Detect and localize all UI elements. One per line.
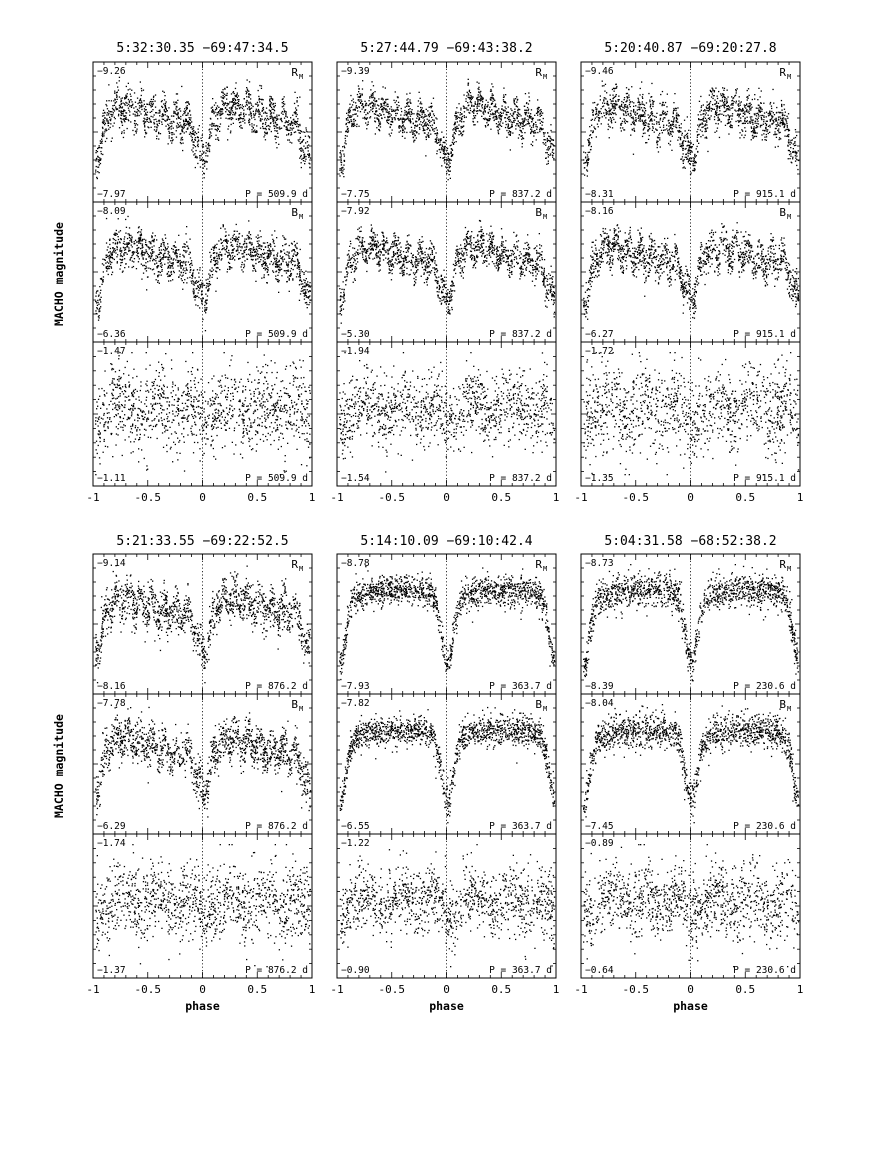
data-points (584, 352, 800, 475)
band-subscript: M (299, 705, 303, 713)
x-tick-label: 1 (309, 983, 316, 996)
light-curve-panel (337, 694, 556, 834)
period-label: P = 509.9 d (245, 329, 308, 340)
light-curve-panel (581, 202, 800, 342)
magnitude-top-label: −1.72 (585, 346, 614, 357)
x-tick-label: 0.5 (491, 983, 511, 996)
star-coordinates-title: 5:27:44.79 −69:43:38.2 (360, 41, 532, 56)
x-tick-label: -1 (574, 491, 587, 504)
light-curve-panel (337, 342, 556, 486)
data-points (95, 216, 311, 331)
light-curve-panel (93, 694, 312, 834)
x-tick-label: 1 (797, 491, 804, 504)
band-subscript: M (787, 705, 791, 713)
light-curve-panel (93, 834, 312, 978)
band-label: R (779, 66, 786, 79)
y-axis-label: MACHO magnitude (52, 222, 66, 326)
period-label: P = 837.2 d (489, 329, 552, 340)
period-label: P = 230.6 d (733, 965, 796, 976)
x-axis-label: phase (673, 999, 708, 1013)
band-label: B (779, 698, 786, 711)
data-points (339, 220, 555, 324)
x-tick-label: 0.5 (735, 983, 755, 996)
star-coordinates-title: 5:21:33.55 −69:22:52.5 (116, 534, 288, 549)
x-tick-label: 1 (797, 983, 804, 996)
magnitude-bottom-label: −6.55 (341, 821, 370, 832)
light-curve-panel (337, 62, 556, 202)
band-subscript: M (543, 565, 547, 573)
band-subscript: M (543, 213, 547, 221)
period-label: P = 230.6 d (733, 821, 796, 832)
magnitude-bottom-label: −7.97 (97, 189, 126, 200)
data-points (95, 565, 311, 683)
period-label: P = 915.1 d (733, 473, 796, 484)
band-label: R (779, 558, 786, 571)
data-points (583, 81, 799, 177)
y-axis-label: MACHO magnitude (52, 714, 66, 818)
x-tick-label: -1 (86, 491, 99, 504)
x-tick-label: -0.5 (623, 491, 650, 504)
magnitude-top-label: −8.09 (97, 206, 126, 217)
x-tick-label: 0.5 (247, 983, 267, 996)
magnitude-bottom-label: −6.36 (97, 329, 126, 340)
band-subscript: M (299, 565, 303, 573)
band-label: R (291, 66, 298, 79)
band-subscript: M (787, 565, 791, 573)
period-label: P = 837.2 d (489, 189, 552, 200)
data-points (583, 704, 799, 823)
band-label: B (779, 206, 786, 219)
x-tick-label: 0.5 (735, 491, 755, 504)
x-axis-label: phase (185, 999, 220, 1013)
magnitude-top-label: −9.46 (585, 66, 614, 77)
data-points (583, 222, 799, 320)
star-coordinates-title: 5:04:31.58 −68:52:38.2 (604, 534, 776, 549)
data-points (339, 352, 555, 473)
x-tick-label: 0 (443, 491, 450, 504)
magnitude-top-label: −8.73 (585, 558, 614, 569)
x-tick-label: 0 (443, 983, 450, 996)
band-label: R (535, 558, 542, 571)
magnitude-bottom-label: −7.75 (341, 189, 370, 200)
magnitude-bottom-label: −1.54 (341, 473, 370, 484)
magnitude-bottom-label: −8.31 (585, 189, 614, 200)
light-curve-panel (581, 694, 800, 834)
light-curve-panel (337, 554, 556, 694)
light-curve-panel (93, 62, 312, 202)
magnitude-top-label: −0.89 (585, 838, 614, 849)
magnitude-bottom-label: −1.37 (97, 965, 126, 976)
band-label: R (535, 66, 542, 79)
period-label: P = 363.7 d (489, 821, 552, 832)
band-subscript: M (299, 213, 303, 221)
magnitude-bottom-label: −8.39 (585, 681, 614, 692)
x-tick-label: -1 (86, 983, 99, 996)
band-subscript: M (787, 213, 791, 221)
period-label: P = 915.1 d (733, 189, 796, 200)
magnitude-bottom-label: −6.29 (97, 821, 126, 832)
light-curve-panel (93, 554, 312, 694)
band-label: B (535, 698, 542, 711)
band-label: B (291, 698, 298, 711)
x-tick-label: -0.5 (135, 491, 162, 504)
period-label: P = 230.6 d (733, 681, 796, 692)
magnitude-top-label: −7.78 (97, 698, 126, 709)
x-tick-label: 1 (309, 491, 316, 504)
star-coordinates-title: 5:20:40.87 −69:20:27.8 (604, 41, 776, 56)
band-subscript: M (543, 73, 547, 81)
band-subscript: M (787, 73, 791, 81)
period-label: P = 876.2 d (245, 821, 308, 832)
x-tick-label: -1 (574, 983, 587, 996)
period-label: P = 876.2 d (245, 681, 308, 692)
band-label: B (291, 206, 298, 219)
x-tick-label: -0.5 (379, 491, 406, 504)
data-points (583, 564, 799, 681)
magnitude-bottom-label: −0.64 (585, 965, 614, 976)
x-tick-label: 0 (199, 491, 206, 504)
x-tick-label: -1 (330, 491, 343, 504)
x-tick-label: 1 (553, 491, 560, 504)
x-tick-label: 0.5 (491, 491, 511, 504)
magnitude-top-label: −8.04 (585, 698, 614, 709)
data-points (95, 352, 311, 475)
x-axis-label: phase (429, 999, 464, 1013)
magnitude-top-label: −8.16 (585, 206, 614, 217)
data-points (583, 844, 799, 967)
magnitude-bottom-label: −8.16 (97, 681, 126, 692)
light-curve-panel (337, 834, 556, 978)
band-label: R (291, 558, 298, 571)
magnitude-top-label: −1.47 (97, 346, 126, 357)
light-curve-panel (93, 342, 312, 486)
light-curve-panel (93, 202, 312, 342)
period-label: P = 876.2 d (245, 965, 308, 976)
x-tick-label: 0 (687, 491, 694, 504)
magnitude-top-label: −8.78 (341, 558, 370, 569)
magnitude-bottom-label: −7.93 (341, 681, 370, 692)
magnitude-top-label: −9.14 (97, 558, 126, 569)
magnitude-top-label: −1.94 (341, 346, 370, 357)
x-tick-label: 1 (553, 983, 560, 996)
data-points (340, 707, 556, 823)
magnitude-bottom-label: −0.90 (341, 965, 370, 976)
magnitude-top-label: −9.39 (341, 66, 370, 77)
x-tick-label: -0.5 (379, 983, 406, 996)
period-label: P = 509.9 d (245, 189, 308, 200)
period-label: P = 837.2 d (489, 473, 552, 484)
x-tick-label: 0.5 (247, 491, 267, 504)
magnitude-bottom-label: −5.30 (341, 329, 370, 340)
star-coordinates-title: 5:32:30.35 −69:47:34.5 (116, 41, 288, 56)
x-tick-label: 0 (199, 983, 206, 996)
magnitude-bottom-label: −7.45 (585, 821, 614, 832)
period-label: P = 509.9 d (245, 473, 308, 484)
data-points (340, 844, 555, 967)
data-points (339, 566, 555, 680)
magnitude-bottom-label: −1.11 (97, 473, 126, 484)
data-points (95, 707, 311, 818)
x-tick-label: 0 (687, 983, 694, 996)
magnitude-bottom-label: −6.27 (585, 329, 614, 340)
magnitude-top-label: −1.22 (341, 838, 370, 849)
magnitude-top-label: −7.92 (341, 206, 370, 217)
band-subscript: M (299, 73, 303, 81)
period-label: P = 363.7 d (489, 965, 552, 976)
light-curve-panel (581, 554, 800, 694)
magnitude-top-label: −7.82 (341, 698, 370, 709)
magnitude-top-label: −1.74 (97, 838, 126, 849)
data-points (95, 77, 311, 180)
magnitude-top-label: −9.26 (97, 66, 126, 77)
data-points (339, 72, 555, 180)
x-tick-label: -1 (330, 983, 343, 996)
x-tick-label: -0.5 (135, 983, 162, 996)
light-curve-panel (581, 834, 800, 978)
light-curve-panel (581, 62, 800, 202)
period-label: P = 915.1 d (733, 329, 796, 340)
band-label: B (535, 206, 542, 219)
light-curve-panel (337, 202, 556, 342)
band-subscript: M (543, 705, 547, 713)
star-coordinates-title: 5:14:10.09 −69:10:42.4 (360, 534, 532, 549)
x-tick-label: -0.5 (623, 983, 650, 996)
period-label: P = 363.7 d (489, 681, 552, 692)
magnitude-bottom-label: −1.35 (585, 473, 614, 484)
data-points (95, 844, 311, 967)
light-curve-panel (581, 342, 800, 486)
